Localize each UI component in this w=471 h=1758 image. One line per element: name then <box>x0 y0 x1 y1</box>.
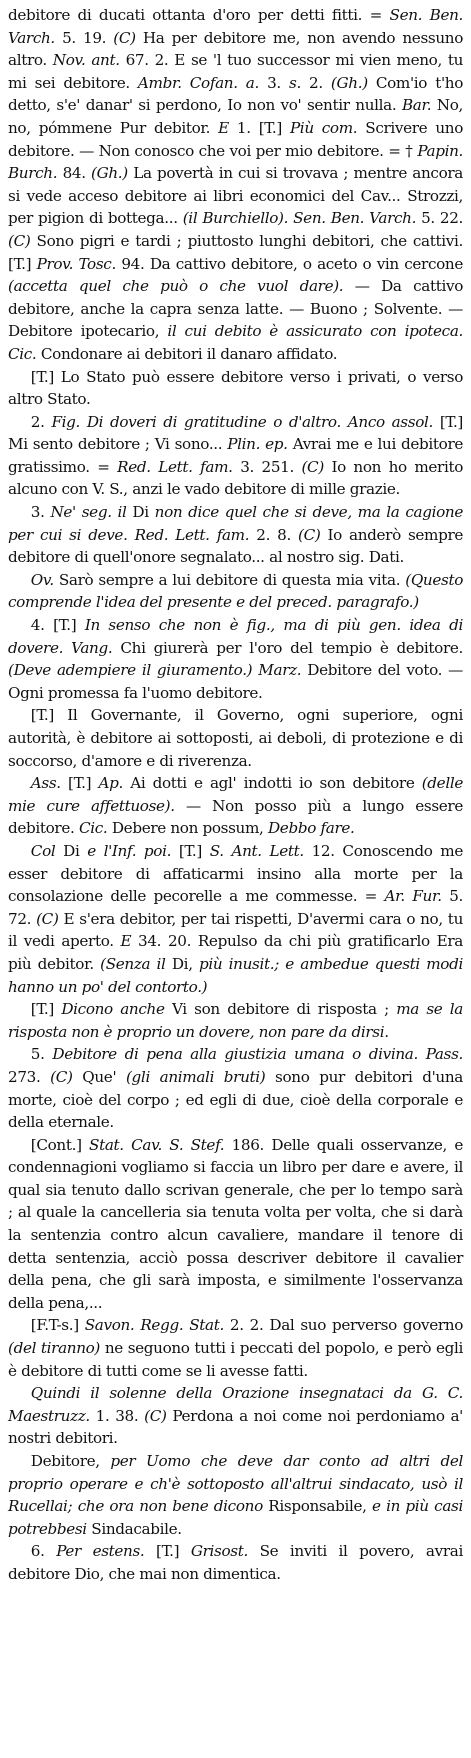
entry-paragraph <box>8 1540 463 1585</box>
text-run: 5. 72. <box>8 887 463 928</box>
entry-paragraph <box>8 4 463 366</box>
italic-text: s. <box>289 73 301 92</box>
text-run: Scrivere uno debitore. — Non conosco che voi per mio debitore. = † <box>8 118 463 160</box>
italic-text: Savon. Regg. Stat. <box>84 1316 224 1335</box>
entry-paragraph <box>8 1382 463 1450</box>
text-run: Se inviti il povero, avrai debitore Dio, che mai non dimentica. <box>8 1542 463 1583</box>
italic-text: (C) <box>298 525 321 544</box>
entry-paragraph <box>8 411 463 501</box>
text-run: [T.] <box>30 1000 62 1019</box>
italic-text: Red. Lett. fam. <box>117 457 233 476</box>
entry-paragraph <box>8 501 463 569</box>
italic-text: (delle mie cure affettuose). <box>8 774 463 815</box>
entry-paragraph <box>8 1043 463 1133</box>
text-run: 6. <box>30 1542 57 1561</box>
italic-text: S. Ant. Lett. <box>209 841 304 860</box>
italic-text: E <box>218 118 229 137</box>
text-run: 3. 251. <box>232 457 302 476</box>
italic-text: (C) <box>144 1406 167 1425</box>
text-run: 3. <box>30 503 51 522</box>
italic-text: Prov. Tosc. <box>36 254 116 273</box>
italic-text: (gli animali bruti) <box>125 1067 266 1086</box>
italic-text: (C) <box>8 231 31 250</box>
text-run: 273. <box>8 1067 51 1086</box>
text-run: sono pur debitori d'una morte, cioè del corpo ; ed egli di due, cioè della corporale e della eternale. <box>8 1067 463 1132</box>
text-run: 34. 20. Repulso da chi più gratificarlo Era più debitor. <box>8 932 463 973</box>
italic-text: Fig. Di doveri di gratitudine o d'altro. Anco assol. <box>51 412 433 431</box>
text-run: Ha per debitore me, non avendo nessuno altro. <box>8 28 463 70</box>
text-run: 67. 2. E se 'l tuo successor mi vien meno, tu mi sei debitore. <box>8 51 464 92</box>
text-run: 5. 19. <box>54 28 114 47</box>
italic-text: (C) <box>113 28 136 47</box>
text-run: [T.] <box>60 774 99 793</box>
entry-paragraph <box>8 704 463 772</box>
italic-text: e in più casi potrebbesi <box>8 1497 463 1538</box>
text-run: 186. Delle quali osservanze, e condennagioni vogliamo si faccia un libro per dare e avere, il qual sia tenuto dallo scrivan generale, che per lo tempo sarà ; al quale la cancelleria sia tenuta volta per volta, che si darà la sentenzia contro alcun cavaliere, mandare il tenore di detta sentenzia, acciò possa descriver debitore il cavalier della pena, che gli sarà imposta, e similmente l'osservanza della pena,... <box>8 1135 463 1312</box>
italic-text: Ap. <box>98 774 123 793</box>
italic-text: (Senza il <box>100 954 166 973</box>
entry-paragraph <box>8 1450 463 1540</box>
text-run: Io non ho merito alcuno con V. S., anzi le vado debitore di mille grazie. <box>8 457 464 499</box>
text-run: [F.T-s.] <box>30 1316 85 1335</box>
italic-text: Ass. <box>30 774 61 793</box>
italic-text: Sen. Ben. Varch. <box>8 6 464 47</box>
text-run: Di, <box>165 954 199 973</box>
text-run: E s'era debitor, per tai rispetti, D'avermi cara o no, tu il vedi aperto. <box>8 909 463 951</box>
italic-text: (accetta quel che può o che vuol dare). <box>8 277 344 296</box>
italic-text: (C) <box>36 909 59 928</box>
text-run: 2. 2. Dal suo perverso governo <box>223 1316 464 1335</box>
italic-text: Grisost. <box>190 1542 248 1561</box>
text-run: Sarò sempre a lui debitore di questa mia vita. <box>53 570 406 589</box>
italic-text: Cic. <box>78 819 108 838</box>
italic-text: ma se la risposta non è proprio un dovere, non pare da dirsi. <box>8 1000 463 1041</box>
italic-text: Ov. <box>30 570 54 589</box>
text-run: 2. <box>30 412 52 431</box>
italic-text: più inusit.; e ambedue questi modi hanno un po' del contorto.) <box>8 954 463 996</box>
text-run: Debitore del voto. — Ogni promessa fa l'uomo debitore. <box>8 661 463 702</box>
text-run: Perdona a noi come noi perdoniamo a' nostri debitori. <box>8 1406 464 1448</box>
text-run: [T.] Il Governante, il Governo, ogni superiore, ogni autorità, è debitore ai sottoposti, ai deboli, di protezione e di soccorso, d'amore e di riverenza. <box>8 706 463 770</box>
italic-text: Col <box>30 841 56 860</box>
text-run: [T.] Lo Stato può essere debitore verso i privati, o verso altro Stato. <box>8 367 463 409</box>
text-run: [Cont.] <box>30 1135 90 1154</box>
italic-text: (Deve adempiere il giuramento.) Marz. <box>8 661 302 680</box>
italic-text: Quindi il solenne della Orazione insegnataci da G. C. Maestruzz. <box>8 1384 463 1425</box>
text-run: Vi son debitore di risposta ; <box>164 1000 397 1019</box>
entry-paragraph <box>8 998 463 1043</box>
text-run: [T.] <box>144 1542 191 1561</box>
entry-paragraph <box>8 840 463 998</box>
text-run: Debere non possum, <box>107 819 268 838</box>
italic-text: Debbo fare. <box>267 819 355 838</box>
italic-text: (C) <box>50 1067 73 1086</box>
entry-paragraph <box>8 772 463 840</box>
italic-text: In senso che non è fig., ma di più gen. idea di dovere. Vang. <box>8 616 463 657</box>
italic-text: e l'Inf. poi. <box>87 841 172 860</box>
text-run: Risponsabile, <box>262 1497 372 1516</box>
text-run: 4. [T.] <box>30 616 85 635</box>
text-run: 3. <box>259 73 289 92</box>
italic-text: Stat. Cav. S. Stef. <box>89 1135 225 1154</box>
italic-text: Ne' seg. il <box>50 503 127 522</box>
italic-text: (Gh.) <box>91 164 128 183</box>
italic-text: E <box>120 932 132 951</box>
text-run: Debitore, <box>30 1452 111 1470</box>
entry-paragraph <box>8 1134 463 1315</box>
text-run: Di <box>126 503 155 522</box>
italic-text: Bar. <box>401 96 432 115</box>
text-run: 2. <box>300 73 331 92</box>
italic-text: (il Burchiello). Sen. Ben. Varch. <box>182 209 417 228</box>
text-run: 5. 22. <box>416 209 464 228</box>
italic-text: non dice quel che si deve, ma la cagione per cui si deve. Red. Lett. fam. <box>8 503 463 544</box>
text-run: 94. Da cattivo debitore, o aceto o vin cercone <box>115 254 463 273</box>
text-run: 5. <box>30 1045 53 1064</box>
text-run: Avrai me e lui debitore gratissimo. = <box>8 435 463 476</box>
italic-text: Più com. <box>289 118 358 137</box>
text-run: — Non posso più a lungo essere debitore. <box>8 796 463 838</box>
entry-paragraph <box>8 614 463 704</box>
italic-text: Plin. ep. <box>227 435 288 454</box>
italic-text: (Questo comprende l'idea del presente e del preced. paragrafo.) <box>8 570 463 612</box>
italic-text: Ambr. Cofan. a. <box>137 73 259 92</box>
text-run: Que' <box>72 1067 126 1086</box>
entry-paragraph <box>8 569 463 614</box>
text-run: debitore di ducati ottanta d'oro per detti fitti. = <box>8 6 390 24</box>
text-run: Condonare ai debitori il danaro affidato. <box>36 344 338 363</box>
entry-paragraph <box>8 1314 463 1382</box>
text-run: 1. 38. <box>89 1406 145 1425</box>
italic-text: il cui debito è assicurato con ipoteca. Cic. <box>8 322 463 363</box>
text-run: Di <box>55 841 88 860</box>
text-run: [T.] Mi sento debitore ; Vi sono... <box>8 412 463 454</box>
italic-text: (Gh.) <box>330 73 368 92</box>
text-run: [T.] <box>171 841 210 860</box>
text-run: — Da cattivo debitore, anche la capra senza latte. — Buono ; Solvente. — Debitore ipotecario, <box>8 277 464 341</box>
text-run: Sindacabile. <box>86 1519 182 1538</box>
text-run: ne seguono tutti i peccati del popolo, e però egli è debitore di tutti come se li avesse fatti. <box>8 1339 464 1380</box>
italic-text: Dicono anche <box>61 1000 165 1019</box>
italic-text: (C) <box>301 457 324 476</box>
text-run: 1. [T.] <box>228 118 290 137</box>
text-run: No, no, pómmene Pur debitor. <box>8 96 463 137</box>
text-run: Sono pigri e tardi ; piuttosto lunghi debitori, che cattivi. [T.] <box>8 231 463 273</box>
text-run: La povertà in cui si trovava ; mentre ancora si vede acceso debitore ai libri economici del Cav... Strozzi, per pigion di bottega... <box>8 164 463 228</box>
italic-text: per Uomo che deve dar conto ad altri del proprio operare e ch'è sottoposto all'altrui sindacato, usò il Rucellai; che ora non bene dicono <box>8 1452 463 1516</box>
entry-paragraph <box>8 366 463 411</box>
text-run: Chi giurerà per l'oro del tempio è debitore. <box>112 638 463 657</box>
italic-text: Papin. Burch. <box>8 141 463 183</box>
text-run: 84. <box>57 164 92 183</box>
text-run: Ai dotti e agl' indotti io son debitore <box>122 774 422 793</box>
text-run: 2. 8. <box>249 525 299 544</box>
italic-text: Ar. Fur. <box>384 887 442 906</box>
text-run: 12. Conoscendo me esser debitore di affaticarmi insino alla morte per la consolazione delle pecorelle a me commesse. = <box>8 841 463 906</box>
italic-text: Nov. ant. <box>52 51 120 70</box>
text-run: Io anderò sempre debitore di quell'onore segnalato... al nostro sig. Dati. <box>8 525 464 567</box>
italic-text: Debitore di pena alla giustizia umana o divina. Pass. <box>52 1045 463 1064</box>
italic-text: (del tiranno) <box>8 1339 101 1358</box>
text-run: Com'io t'ho detto, s'e' danar' si perdono, Io non vo' sentir nulla. <box>8 73 464 115</box>
italic-text: Per estens. <box>56 1542 145 1561</box>
